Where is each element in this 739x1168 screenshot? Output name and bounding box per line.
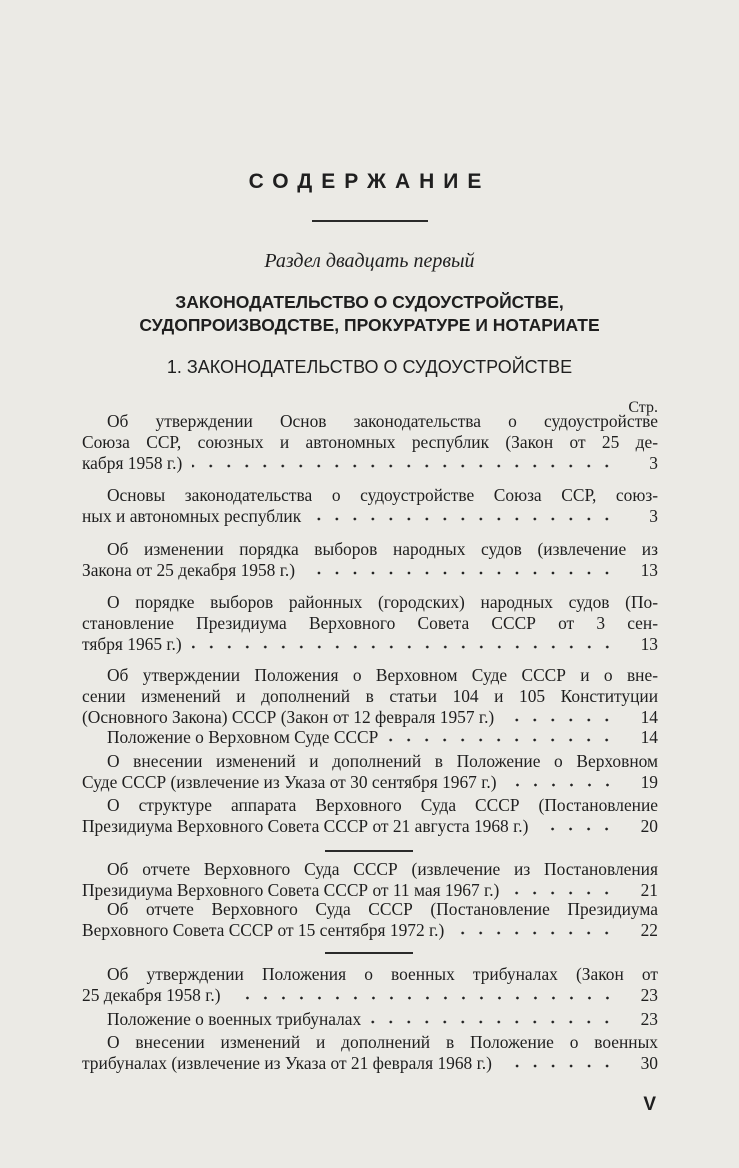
entry-page-number: 30 xyxy=(640,1053,658,1073)
entry-page-number: 14 xyxy=(640,727,658,747)
toc-entry xyxy=(82,751,658,793)
entry-page-number: 20 xyxy=(640,816,658,836)
divider xyxy=(325,952,413,954)
dot-leader xyxy=(311,516,616,522)
entry-page-number: 19 xyxy=(640,772,658,792)
dot-leader xyxy=(305,570,616,576)
entry-line: Суде СССР (извлечение из Указа от 30 сентября 1967 г.) xyxy=(82,772,497,792)
entry-last-line xyxy=(82,920,658,941)
page-column-label: Стр. xyxy=(628,399,658,416)
entry-last-line xyxy=(82,560,658,581)
entry-line: О порядке выборов районных (городских) народных судов (По- xyxy=(107,592,658,612)
entry-page-number: 13 xyxy=(640,560,658,580)
page-number: V xyxy=(643,1094,656,1115)
toc-entry xyxy=(82,592,658,655)
entry-line: сении изменений и дополнений в статьи 104 и 105 Конституции xyxy=(82,686,658,706)
entry-page-number: 21 xyxy=(640,880,658,900)
entry-line: Об отчете Верховного Суда СССР (Постановление Президиума xyxy=(107,899,658,919)
dot-leader xyxy=(509,890,616,896)
entry-line: О внесении изменений и дополнений в Положение о Верховном xyxy=(107,751,658,771)
entry-line: Основы законодательства о судоустройстве Союза ССР, союз- xyxy=(107,485,658,505)
dot-leader xyxy=(502,1063,616,1069)
entry-line: Положение о военных трибуналах xyxy=(107,1009,362,1029)
entry-page-number: 14 xyxy=(640,707,658,727)
entry-line: трибуналах (извлечение из Указа от 21 февраля 1968 г.) xyxy=(82,1053,492,1073)
entry-page-number: 3 xyxy=(649,506,658,526)
toc-entry xyxy=(82,859,658,901)
entry-line: 25 декабря 1958 г.) xyxy=(82,985,221,1005)
section-title: Раздел двадцать первый xyxy=(264,250,475,272)
entry-last-line xyxy=(82,880,658,901)
dot-leader xyxy=(192,644,616,650)
heading-line-1: ЗАКОНОДАТЕЛЬСТВО О СУДОУСТРОЙСТВЕ, xyxy=(175,292,564,312)
entry-last-line xyxy=(82,1009,658,1030)
entry-page-number: 3 xyxy=(649,453,658,473)
entry-line: (Основного Закона) СССР (Закон от 12 февраля 1957 г.) xyxy=(82,707,495,727)
entry-line: Об отчете Верховного Суда СССР (извлечение из Постановления xyxy=(107,859,658,879)
dot-leader xyxy=(454,930,616,936)
toc-entry xyxy=(82,411,658,474)
toc-entry xyxy=(82,665,658,728)
entry-last-line xyxy=(82,816,658,837)
dot-leader xyxy=(507,782,616,788)
heading-line-2: СУДОПРОИЗВОДСТВЕ, ПРОКУРАТУРЕ И НОТАРИАТЕ xyxy=(139,315,600,335)
entry-page-number: 22 xyxy=(640,920,658,940)
dot-leader xyxy=(538,826,616,832)
divider xyxy=(325,850,413,852)
entry-line: Об утверждении Положения о Верховном Суде СССР и о вне- xyxy=(107,665,658,685)
toc-entry xyxy=(82,795,658,837)
entry-line: О внесении изменений и дополнений в Положение о военных xyxy=(107,1032,658,1052)
toc-entry xyxy=(82,964,658,1006)
entry-last-line xyxy=(82,506,658,527)
toc-entry xyxy=(82,539,658,581)
entry-last-line xyxy=(82,985,658,1006)
entry-line: ных и автономных республик xyxy=(82,506,302,526)
entry-line: Об утверждении Положения о военных трибуналах (Закон от xyxy=(107,964,658,984)
entry-line: кабря 1958 г.) xyxy=(82,453,183,473)
entry-line: Закона от 25 декабря 1958 г.) xyxy=(82,560,296,580)
subsection-title: 1. ЗАКОНОДАТЕЛЬСТВО О СУДОУСТРОЙСТВЕ xyxy=(166,357,573,377)
entry-page-number: 23 xyxy=(640,985,658,1005)
toc-entry xyxy=(82,485,658,527)
entry-line: Положение о Верховном Суде СССР xyxy=(107,727,379,747)
toc-entry xyxy=(82,1009,658,1030)
dot-leader xyxy=(192,463,616,469)
entry-last-line xyxy=(82,727,658,748)
divider xyxy=(312,220,428,222)
dot-leader xyxy=(371,1019,616,1025)
entry-last-line xyxy=(82,453,658,474)
dot-leader xyxy=(504,717,616,723)
dot-leader xyxy=(231,995,616,1001)
entry-last-line xyxy=(82,634,658,655)
entry-line: О структуре аппарата Верховного Суда СССР (Постановление xyxy=(107,795,658,815)
entry-line: тября 1965 г.) xyxy=(82,634,182,654)
entry-page-number: 13 xyxy=(640,634,658,654)
entry-line: Об изменении порядка выборов народных судов (извлечение из xyxy=(107,539,658,559)
toc-entry xyxy=(82,899,658,941)
entry-line: Президиума Верховного Совета СССР от 11 мая 1967 г.) xyxy=(82,880,500,900)
entry-last-line xyxy=(82,772,658,793)
entry-line: становление Президиума Верховного Совета СССР от 3 сен- xyxy=(82,613,658,633)
contents-title: СОДЕРЖАНИЕ xyxy=(248,170,491,193)
toc-entry xyxy=(82,727,658,748)
entry-line: Президиума Верховного Совета СССР от 21 августа 1968 г.) xyxy=(82,816,529,836)
entry-last-line xyxy=(82,707,658,728)
toc-entry xyxy=(82,1032,658,1074)
entry-line: Союза ССР, союзных и автономных республик (Закон от 25 де- xyxy=(82,432,658,452)
entry-last-line xyxy=(82,1053,658,1074)
entry-page-number: 23 xyxy=(640,1009,658,1029)
entry-line: Об утверждении Основ законодательства о судоустройстве xyxy=(107,411,658,431)
entry-line: Верховного Совета СССР от 15 сентября 1972 г.) xyxy=(82,920,445,940)
dot-leader xyxy=(388,737,616,743)
